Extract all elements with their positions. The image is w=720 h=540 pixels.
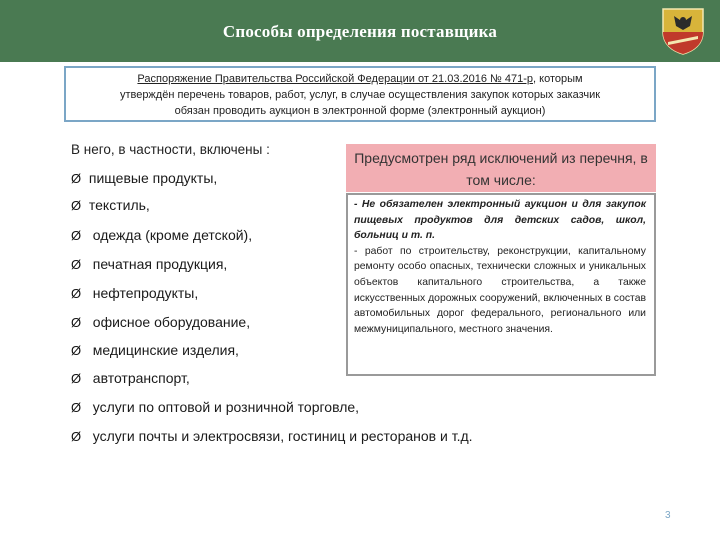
- arrow-bullet-icon: Ø: [71, 171, 82, 186]
- list-item: Ø текстиль,: [71, 197, 150, 213]
- list-item: Ø нефтепродукты,: [71, 285, 199, 301]
- decree-line-1-tail: , которым: [533, 73, 583, 85]
- page-number: 3: [665, 510, 671, 521]
- list-item: Ø медицинские изделия,: [71, 342, 239, 358]
- list-item: Ø печатная продукция,: [71, 256, 228, 272]
- arrow-bullet-icon: Ø: [71, 371, 82, 386]
- list-intro: В него, в частности, включены :: [71, 142, 270, 157]
- list-item: Ø услуги по оптовой и розничной торговле,: [71, 399, 360, 415]
- arrow-bullet-icon: Ø: [71, 228, 82, 243]
- arrow-bullet-icon: Ø: [71, 286, 82, 301]
- arrow-bullet-icon: Ø: [71, 198, 82, 213]
- list-item: Ø пищевые продукты,: [71, 170, 218, 186]
- decree-link[interactable]: Распоряжение Правительства Российской Федерации от 21.03.2016 № 471-р: [137, 73, 534, 85]
- arrow-bullet-icon: Ø: [71, 400, 82, 415]
- arrow-bullet-icon: Ø: [71, 343, 82, 358]
- list-item: Ø офисное оборудование,: [71, 314, 251, 330]
- decree-line-3: обязан проводить аукцион в электронной форме (электронный аукцион): [174, 105, 546, 117]
- list-item: Ø одежда (кроме детской),: [71, 227, 253, 243]
- header-bar: [0, 0, 720, 62]
- exception-item-construction: - работ по строительству, реконструкции, капитальному ремонту особо опасных, технически сложных и уникальных объектов капитального строительства, а также искусственных дорожных сооружений, включенных в состав автомобильных дорог федерального, регионального или межмуниципального, местного значения.: [354, 245, 646, 335]
- list-item: Ø услуги почты и электросвязи, гостиниц и ресторанов и т.д.: [71, 428, 473, 444]
- exceptions-detail: [346, 193, 656, 376]
- decree-box: [64, 66, 656, 122]
- decree-line-1: [66, 71, 654, 87]
- arrow-bullet-icon: Ø: [71, 429, 82, 444]
- list-item: Ø автотранспорт,: [71, 370, 190, 386]
- decree-line-2: утверждён перечень товаров, работ, услуг, в случае осуществления закупок которых заказчик: [119, 89, 601, 101]
- arrow-bullet-icon: Ø: [71, 315, 82, 330]
- exception-item-food: - Не обязателен электронный аукцион и для закупок пищевых продуктов для детских садов, школ, больниц и т. п.: [354, 199, 646, 242]
- coat-of-arms-icon: [660, 6, 706, 56]
- slide-title: Способы определения поставщика: [222, 22, 498, 41]
- arrow-bullet-icon: Ø: [71, 257, 82, 272]
- exceptions-title: Предусмотрен ряд исключений из перечня, в том числе:: [346, 144, 656, 192]
